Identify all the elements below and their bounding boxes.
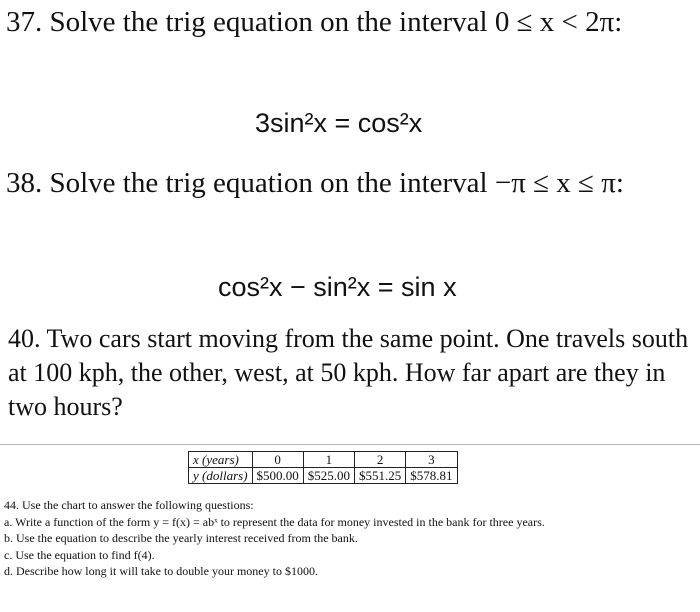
table-cell-y-2: $551.25 bbox=[355, 468, 406, 484]
problem-44-part-b: b. Use the equation to describe the yearly interest received from the bank. bbox=[4, 531, 358, 545]
table-cell-x-0: 0 bbox=[252, 452, 303, 468]
problem-44-part-d: d. Describe how long it will take to double your money to $1000. bbox=[4, 564, 318, 578]
table-cell-x-1: 1 bbox=[303, 452, 354, 468]
table-row-y bbox=[189, 468, 458, 484]
row-header-x: x (years) bbox=[189, 452, 253, 468]
table-row-x bbox=[189, 452, 458, 468]
problem-38-prompt: 38. Solve the trig equation on the interval −π ≤ x ≤ π: bbox=[6, 167, 624, 199]
problem-44 bbox=[4, 497, 694, 580]
problem-44-part-a: a. Write a function of the form y = f(x) = abˣ to represent the data for money invested in the bank for three years. bbox=[4, 514, 545, 529]
problem-37-equation: 3sin²x = cos²x bbox=[255, 108, 423, 138]
table-cell-y-1: $525.00 bbox=[303, 468, 354, 484]
table-cell-x-3: 3 bbox=[406, 452, 457, 468]
section-divider bbox=[0, 444, 700, 445]
table-cell-x-2: 2 bbox=[355, 452, 406, 468]
problem-38-equation: cos²x − sin²x = sin x bbox=[218, 272, 457, 302]
table-cell-y-3: $578.81 bbox=[406, 468, 457, 484]
problem-44-part-c: c. Use the equation to find f(4). bbox=[4, 547, 155, 562]
table-cell-y-0: $500.00 bbox=[252, 468, 303, 484]
row-header-y: y (dollars) bbox=[189, 468, 253, 484]
problem-40-prompt: 40. Two cars start moving from the same point. One travels south at 100 kph, the other, west, at 50 kph. How far apart are they in two hours? bbox=[8, 324, 689, 421]
problem-37-prompt: 37. Solve the trig equation on the interval 0 ≤ x < 2π: bbox=[6, 6, 623, 38]
problem-44-intro: 44. Use the chart to answer the following questions: bbox=[4, 498, 254, 512]
investment-data-table bbox=[188, 451, 458, 484]
